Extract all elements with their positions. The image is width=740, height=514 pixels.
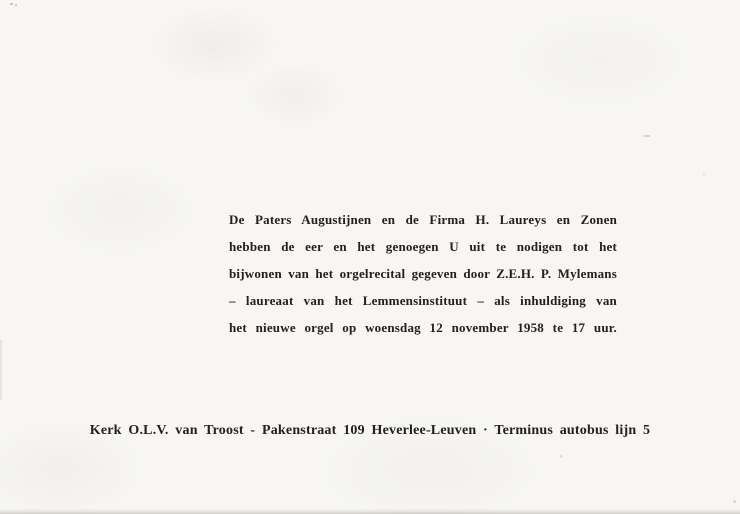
venue-address-line: Kerk O.L.V. van Troost - Pakenstraat 109 Heverlee-Leuven · Terminus autobus lijn 5 — [89, 423, 651, 438]
scan-speck — [560, 455, 562, 458]
scan-speck — [10, 3, 13, 5]
scan-speck — [644, 135, 650, 137]
invitation-line-1: De Paters Augustijnen en de Firma H. Laureys en Zonen — [229, 212, 617, 227]
scan-edge-left — [0, 340, 3, 400]
scan-edge-bottom — [0, 508, 740, 514]
scan-speck — [703, 173, 705, 175]
scan-speck — [733, 500, 736, 503]
invitation-line-3: bijwonen van het orgelrecital gegeven door Z.E.H. P. Mylemans — [229, 266, 617, 281]
invitation-line-2: hebben de eer en het genoegen U uit te nodigen tot het — [229, 239, 617, 254]
invitation-line-5: het nieuwe orgel op woensdag 12 november 1958 te 17 uur. — [229, 320, 617, 335]
invitation-text-block — [229, 206, 617, 341]
invitation-line-4: – laureaat van het Lemmensinstituut – als inhuldiging van — [229, 293, 617, 308]
scan-speck — [15, 4, 17, 6]
